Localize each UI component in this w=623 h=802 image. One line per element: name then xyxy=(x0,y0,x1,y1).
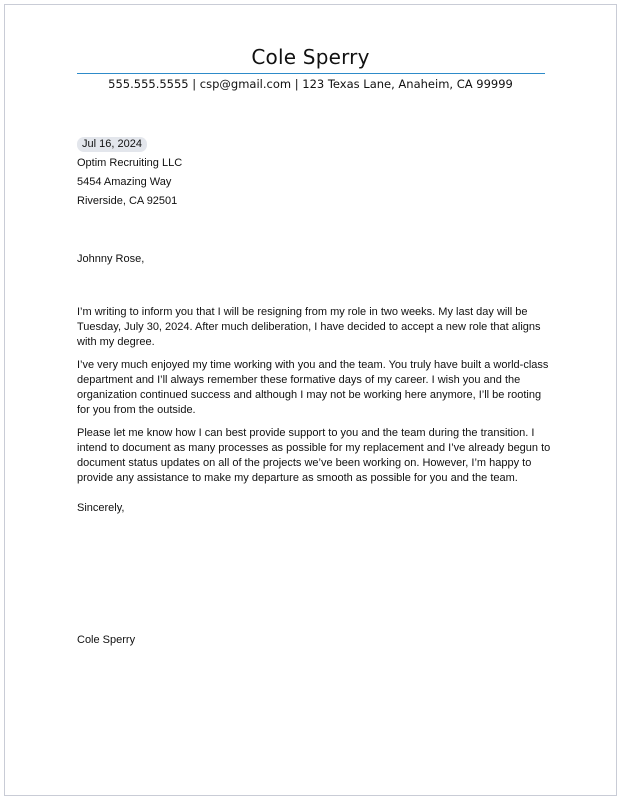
salutation: Johnny Rose, xyxy=(77,253,145,265)
sender-contact-line: 555.555.5555 | csp@gmail.com | 123 Texas Lane, Anaheim, CA 99999 xyxy=(108,77,513,91)
body-paragraph-2: I’ve very much enjoyed my time working with you and the team. You truly have built a world-class department and I’ll always remember these formative days of my career. I wish you and the organization continued success and although I may not be working here anymore, I’ll be rooting for you from the outside. xyxy=(77,359,549,416)
letter-date[interactable]: Jul 16, 2024 xyxy=(77,137,147,152)
signature-name: Cole Sperry xyxy=(77,634,136,646)
header-divider xyxy=(77,73,545,74)
recipient-street: 5454 Amazing Way xyxy=(77,176,172,188)
recipient-city-state-zip: Riverside, CA 92501 xyxy=(77,195,178,207)
recipient-block xyxy=(77,135,552,211)
body-paragraph-1: I’m writing to inform you that I will be resigning from my role in two weeks. My last day will be Tuesday, July 30, 2024. After much deliberation, I have decided to accept a new role that aligns with my degree. xyxy=(77,306,541,348)
letter-body xyxy=(77,305,552,494)
body-paragraph-3: Please let me know how I can best provide support to you and the team during the transition. I intend to document as many processes as possible for my replacement and I’ve already begun to document status updates on all of the projects we’ve been working on. However, I’m happy to provide any assistance to make my departure as smooth as possible for you and the team. xyxy=(77,427,551,484)
letter-page xyxy=(4,4,617,796)
sender-name: Cole Sperry xyxy=(251,45,370,69)
recipient-company: Optim Recruiting LLC xyxy=(77,157,183,169)
closing: Sincerely, xyxy=(77,502,125,514)
